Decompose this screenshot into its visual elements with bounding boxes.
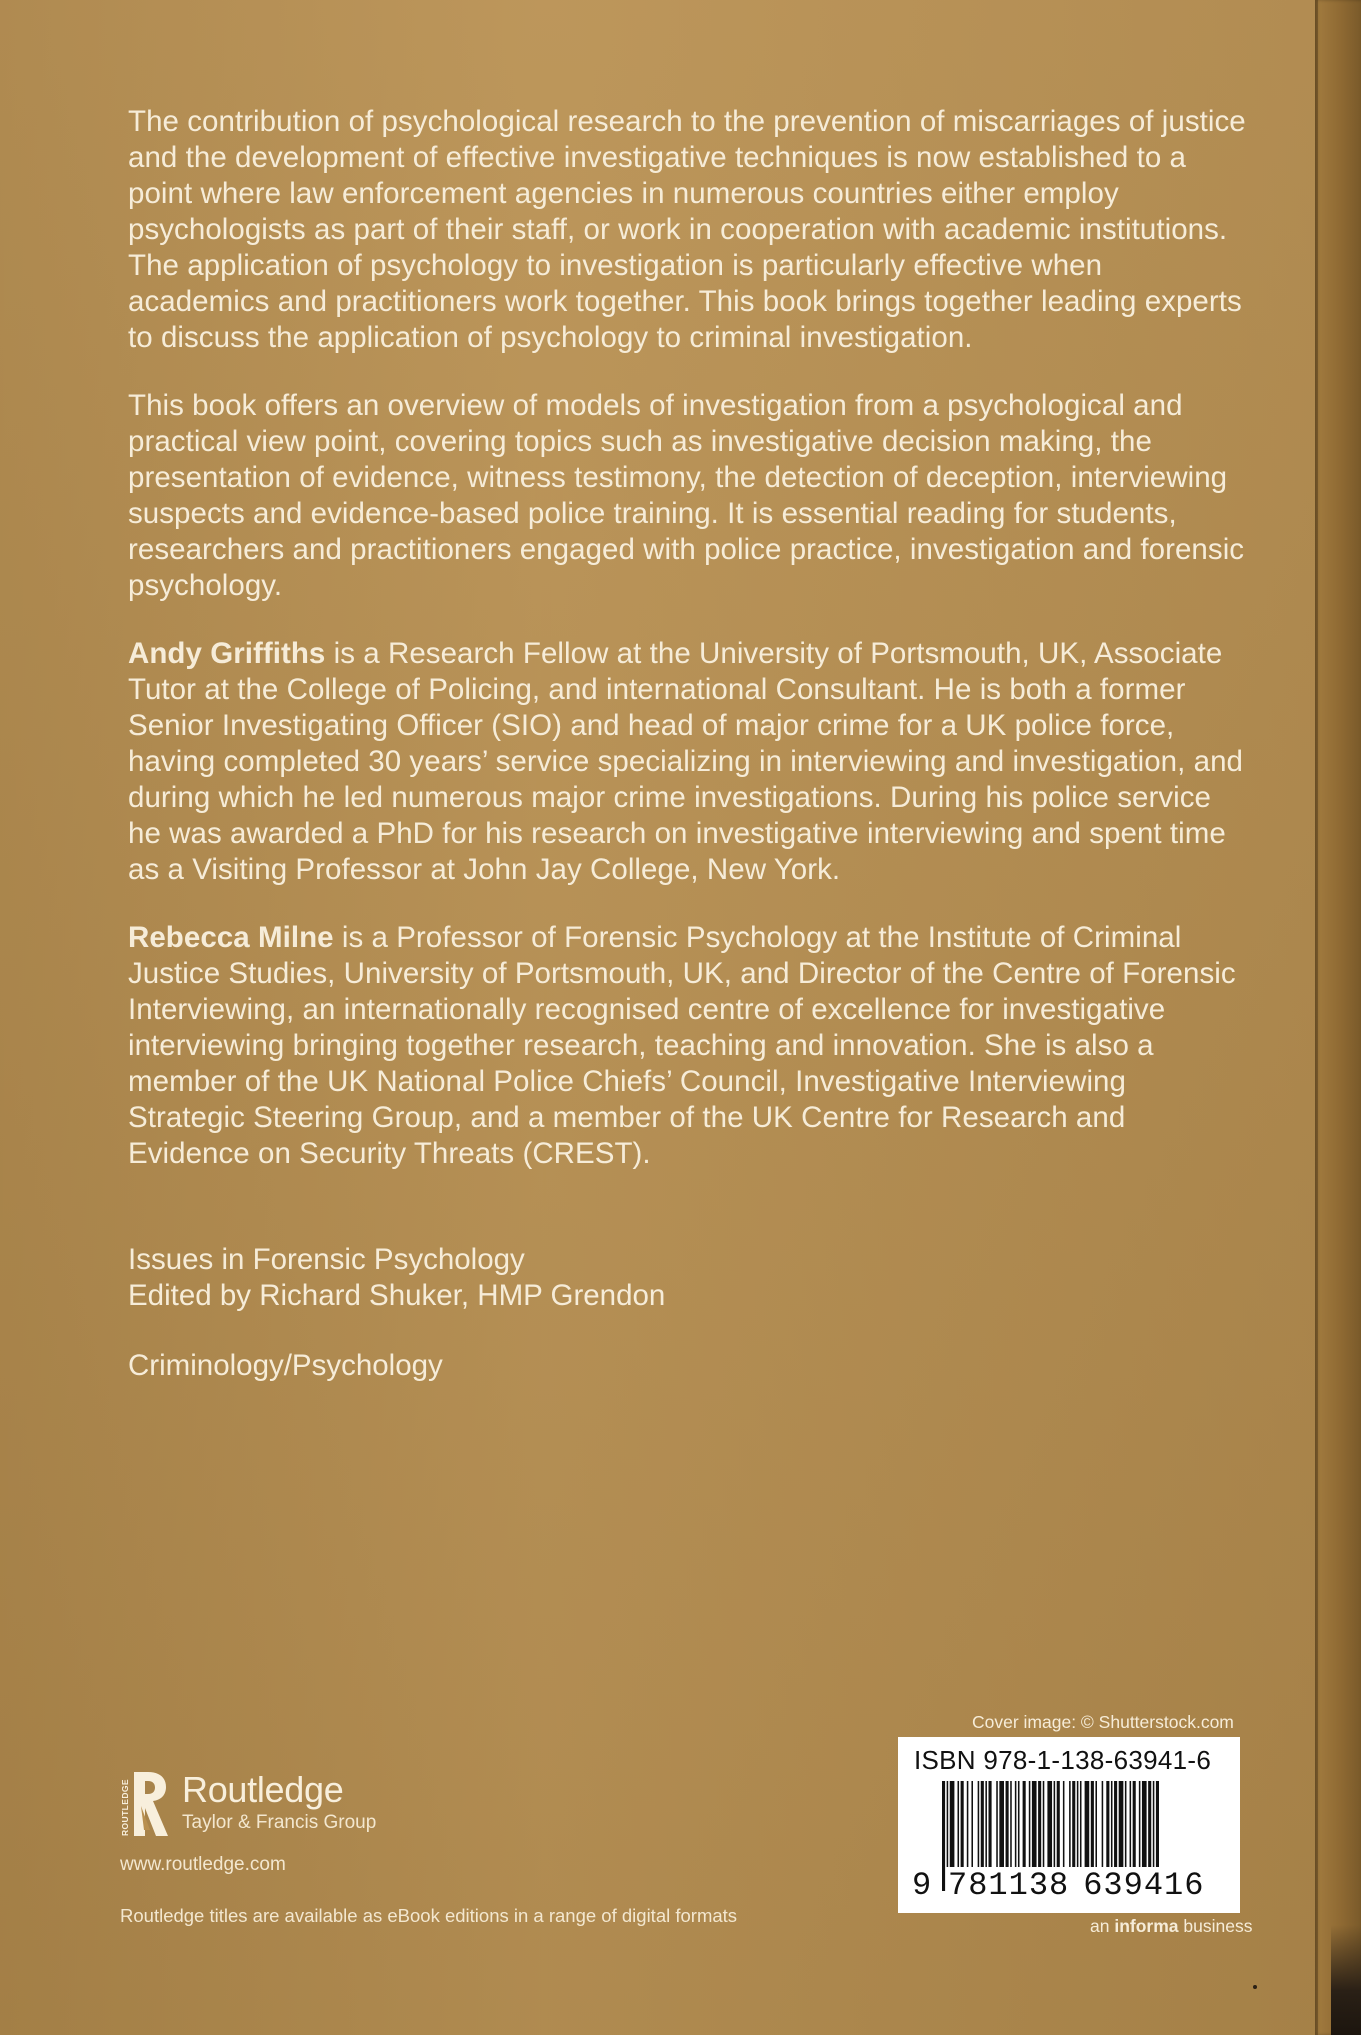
informa-prefix: an <box>1090 1916 1115 1936</box>
blurb-paragraph-2: This book offers an overview of models of investigation from a psychological and practical view point, covering topics such as investigative decision making, the presentation of evidence, witness testimony, the detection of deception, interviewing suspects and evidence-based police training. It is essential reading for students, researchers and practitioners engaged with police practice, investigation and forensic psychology. <box>128 389 1245 602</box>
publisher-name: Routledge <box>182 1769 344 1810</box>
logo-vertical-text: ROUTLEDGE <box>120 1779 130 1836</box>
barcode-digits-left: 781138 <box>948 1867 1070 1904</box>
informa-business-tagline <box>1090 1916 1252 1937</box>
publisher-block <box>118 1768 458 1876</box>
bio-andy-griffiths <box>128 636 1248 888</box>
bio-text: is a Professor of Forensic Psychology at the Institute of Criminal Justice Studies, University of Portsmouth, UK, and Director of the Centre of Forensic Interviewing, an internationally recognised centre of excellence for investigative interviewing bringing together research, teaching and innovation. She is also a member of the UK National Police Chiefs’ Council, Investigative Interviewing Strategic Steering Group, and a member of the UK Centre for Research and Evidence on Security Threats (CREST). <box>128 921 1236 1170</box>
bio-name: Rebecca Milne <box>128 921 334 954</box>
informa-brand: informa <box>1114 1916 1179 1936</box>
bio-text: is a Research Fellow at the University of Portsmouth, UK, Associate Tutor at the College of Policing, and international Consultant. He is both a former Senior Investigating Officer (SIO) and head of major crime for a UK police force, having completed 30 years’ service specializing in interviewing and investigation, and during which he led numerous major crime investigations. During his police service he was awarded a PhD for his research on investigative interviewing and spent time as a Visiting Professor at John Jay College, New York. <box>128 637 1243 886</box>
bio-rebecca-milne <box>128 920 1248 1172</box>
cover-speck <box>1253 1985 1257 1989</box>
informa-suffix: business <box>1178 1916 1253 1936</box>
publisher-logo <box>118 1768 458 1840</box>
subject-category: Criminology/Psychology <box>128 1349 443 1382</box>
blurb-paragraph-1: The contribution of psychological research to the prevention of miscarriages of justice and the development of effective investigative techniques is now established to a point where law enforcement agencies in numerous countries either employ psychologists as part of their staff, or work in cooperation with academic institutions. The application of psychology to investigation is particularly effective when academics and practitioners work together. This book brings together leading experts to discuss the application of psychology to criminal investigation. <box>128 105 1246 354</box>
back-cover-text <box>128 104 1248 1384</box>
barcode-digits <box>912 1867 1232 1905</box>
isbn-barcode <box>898 1737 1240 1913</box>
barcode-digit-first: 9 <box>912 1867 932 1904</box>
publisher-group: Taylor & Francis Group <box>182 1812 377 1833</box>
isbn-number: ISBN 978-1-138-63941-6 <box>914 1745 1212 1775</box>
cover-image-credit: Cover image: © Shutterstock.com <box>972 1712 1234 1732</box>
routledge-r-logo-icon <box>118 1768 172 1840</box>
bio-name: Andy Griffiths <box>128 637 326 670</box>
publisher-names <box>182 1770 376 1834</box>
series-editor: Edited by Richard Shuker, HMP Grendon <box>128 1279 666 1312</box>
barcode-digits-right: 639416 <box>1083 1867 1205 1904</box>
ebook-note: Routledge titles are available as eBook editions in a range of digital formats <box>120 1905 738 1926</box>
series-info <box>128 1242 1248 1314</box>
series-name: Issues in Forensic Psychology <box>128 1243 525 1276</box>
background-corner <box>1331 1925 1361 2035</box>
book-spine-edge <box>1315 0 1361 2035</box>
publisher-url[interactable]: www.routledge.com <box>120 1854 286 1875</box>
